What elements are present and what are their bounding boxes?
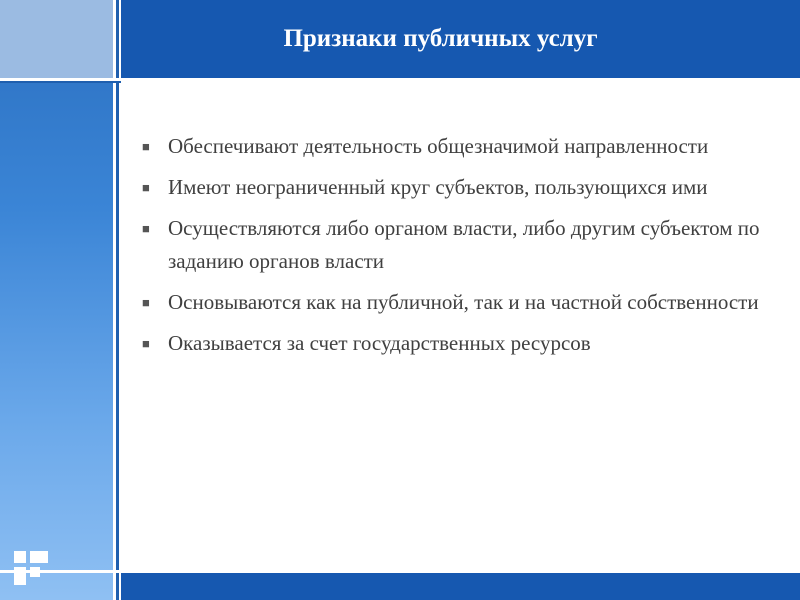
four-squares-icon <box>14 551 50 587</box>
list-item <box>140 327 780 360</box>
divider <box>0 81 121 83</box>
list-item <box>140 171 780 204</box>
list-item-text: Обеспечивают деятельность общезначимой направленности <box>168 134 709 158</box>
list-item-text: Оказывается за счет государственных ресурсов <box>168 331 591 355</box>
divider <box>119 0 121 600</box>
list-item <box>140 212 780 278</box>
list-item-text: Осуществляются либо органом власти, либо другим субъектом по заданию органов власти <box>168 216 760 273</box>
list-item-text: Основываются как на публичной, так и на частной собственности <box>168 290 759 314</box>
left-gradient-panel <box>0 0 113 600</box>
bottom-bar <box>121 573 800 600</box>
left-top-box <box>0 0 113 78</box>
bullet-icon: ■ <box>142 295 150 310</box>
list-item <box>140 130 780 163</box>
bullet-icon: ■ <box>142 336 150 351</box>
bullet-icon: ■ <box>142 180 150 195</box>
slide-title: Признаки публичных услуг <box>283 25 598 52</box>
bullet-list <box>140 130 780 368</box>
bullet-icon: ■ <box>142 139 150 154</box>
list-item <box>140 286 780 319</box>
bullet-icon: ■ <box>142 221 150 236</box>
list-item-text: Имеют неограниченный круг субъектов, пользующихся ими <box>168 175 708 199</box>
